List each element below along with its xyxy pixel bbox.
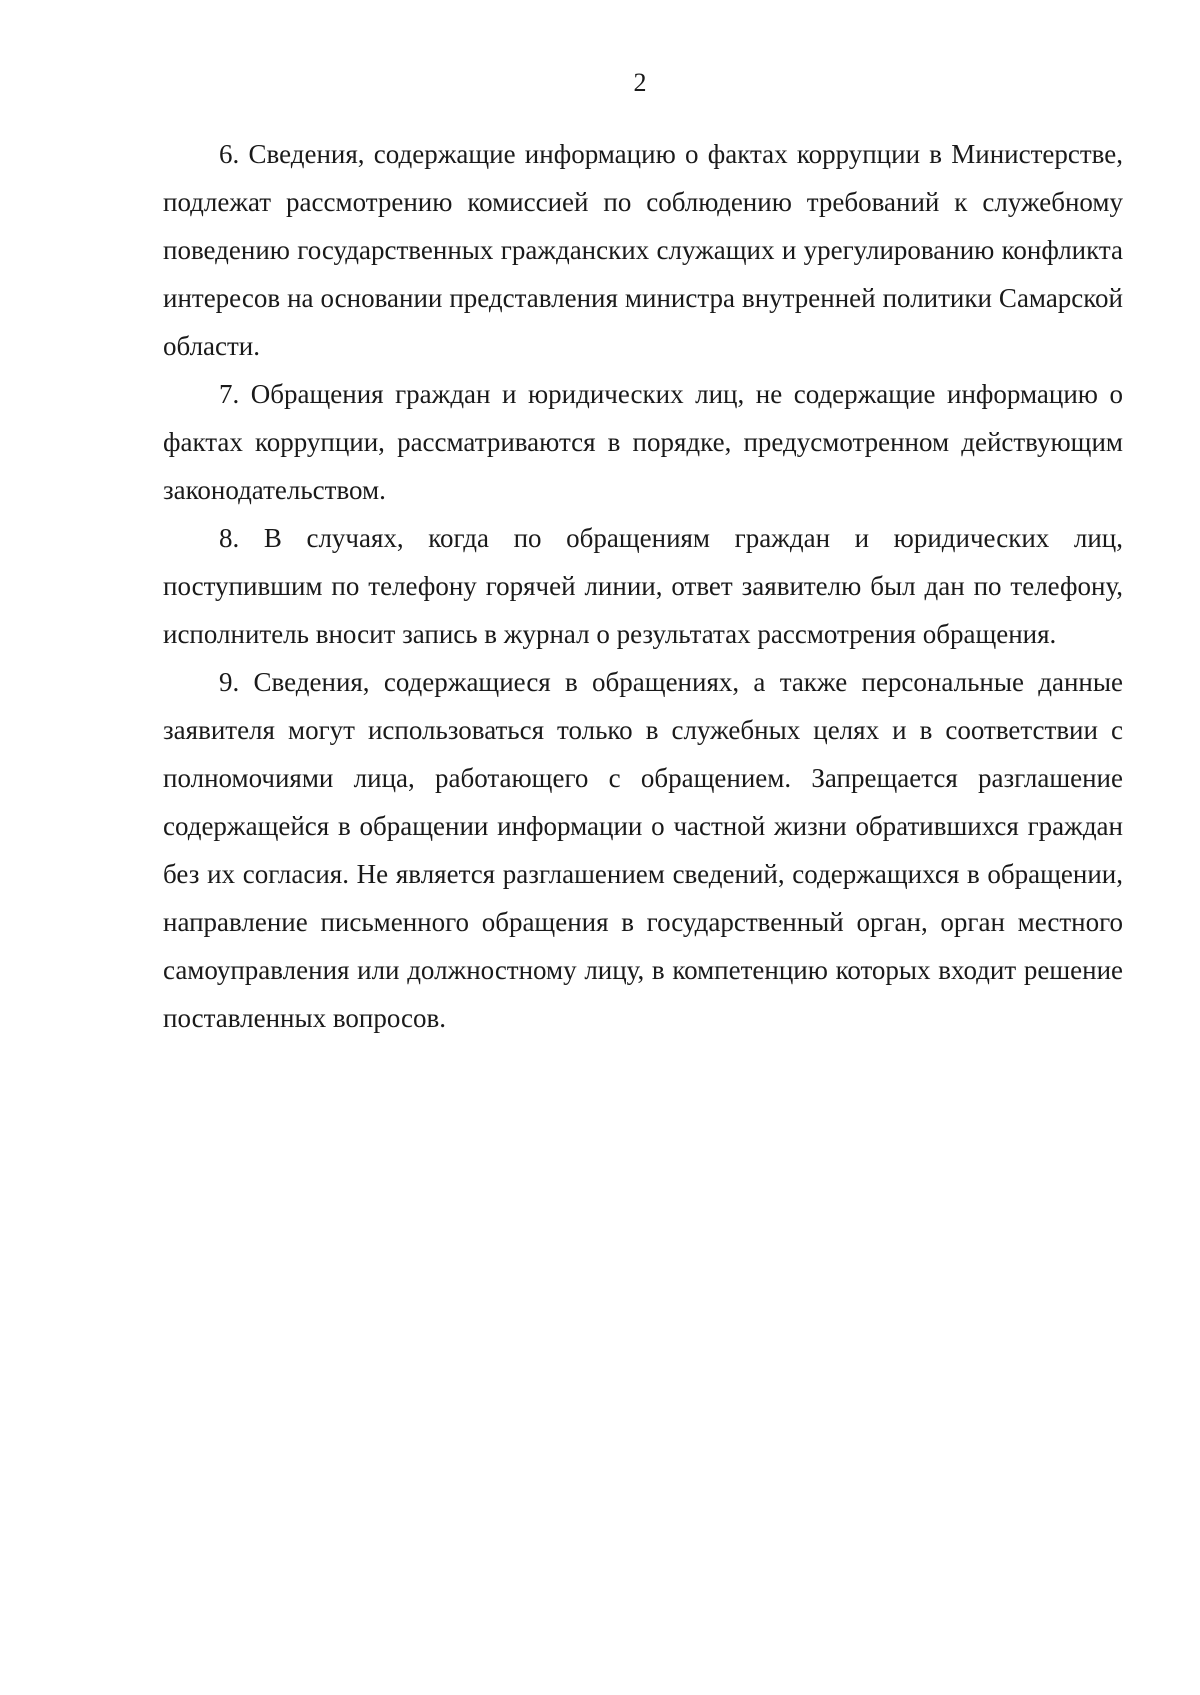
document-body (163, 130, 1123, 1042)
paragraph-7: 7. Обращения граждан и юридических лиц, не содержащие информацию о фактах коррупции, рассматриваются в порядке, предусмотренном действующим законодательством. (163, 379, 1123, 505)
paragraph-6: 6. Сведения, содержащие информацию о фактах коррупции в Министерстве, подлежат рассмотрению комиссией по соблюдению требований к служебному поведению государственных гражданских служащих и урегулированию конфликта интересов на основании представления министра внутренней политики Самарской области. (163, 139, 1123, 361)
paragraph-8: 8. В случаях, когда по обращениям граждан и юридических лиц, поступившим по телефону горячей линии, ответ заявителю был дан по телефону, исполнитель вносит запись в журнал о результатах рассмотрения обращения. (163, 523, 1123, 649)
paragraph-9: 9. Сведения, содержащиеся в обращениях, а также персональные данные заявителя могут использоваться только в служебных целях и в соответствии с полномочиями лица, работающего с обращением. Запрещается разглашение содержащейся в обращении информации о частной жизни обратившихся граждан без их согласия. Не является разглашением сведений, содержащихся в обращении, направление письменного обращения в государственный орган, орган местного самоуправления или должностному лицу, в компетенцию которых входит решение поставленных вопросов. (163, 667, 1123, 1033)
page-number: 2 (633, 68, 647, 97)
